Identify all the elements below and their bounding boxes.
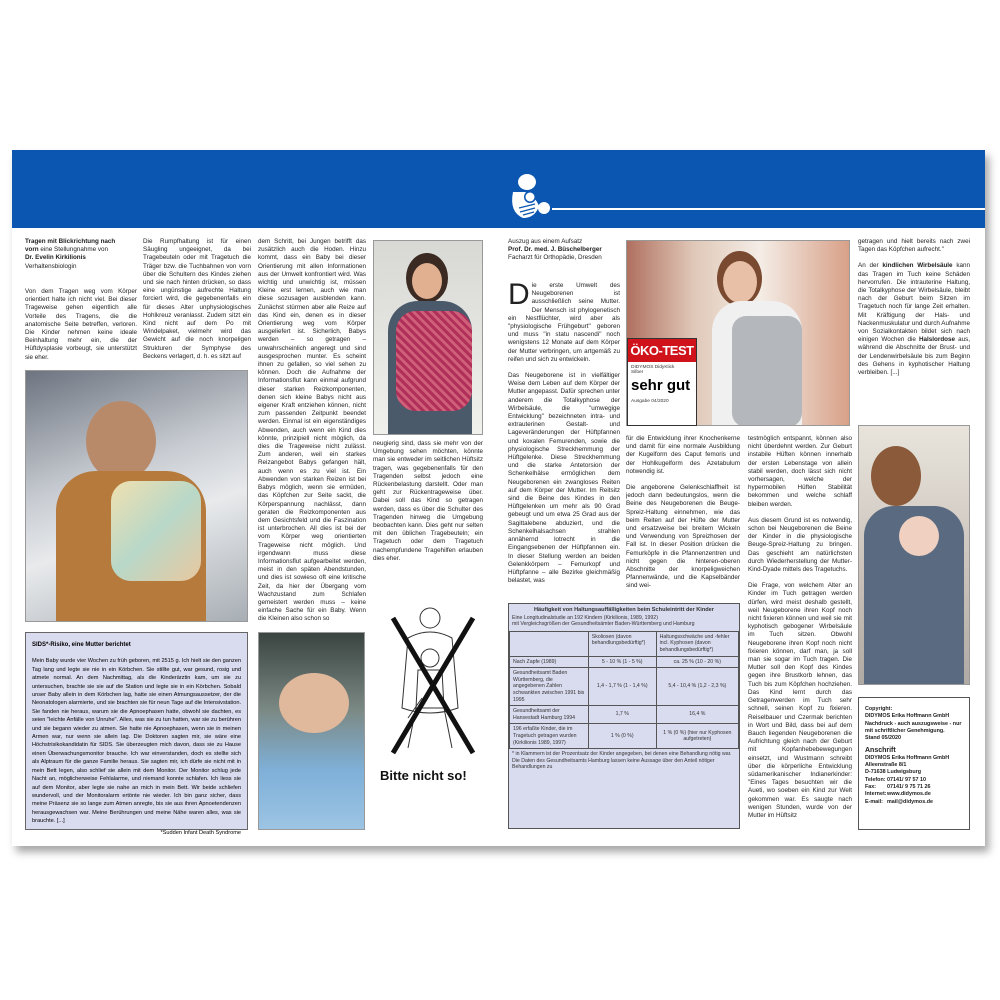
- column-3: [258, 238, 366, 630]
- drop-cap: D: [508, 282, 530, 311]
- table-row: [510, 668, 739, 706]
- text-bold: Halslordose: [918, 336, 956, 344]
- reprint-note: Nachdruck - auch auszugsweise - nur mit schriftlicher Genehmigung.: [865, 720, 962, 734]
- address-street: Alleenstraße 8/1: [865, 762, 907, 769]
- header-cell: [510, 631, 589, 656]
- paragraph: Die Rumpfhaltung ist für einen Säugling ungeeignet, da bei Tragebeuteln oder mit Tragetuch die Träger bzw. die Tuchbahnen von vorn über die Schultern des Kindes ziehen und sie nach hinten drücken, so dass eine ungünstige aufrechte Haltung forciert wird, die gegebenenfalls ein für dieses Alter unphysiologisches Hohlkreuz veranlasst. Zudem sitzt ein Kind nicht auf dem Po mit Windelpaket, vielmehr wird das Gewicht auf die noch knorpeligen Strukturen der Symphyse des Beckens verlagert, d. h. es sitzt auf: [143, 238, 251, 360]
- photo-mother-kissing-baby: [858, 425, 970, 685]
- caption-bitte-nicht-so: Bitte nicht so!: [380, 768, 467, 783]
- table-footnote: * in Klammern ist der Prozentsatz der Kinder angegeben, bei denen eine Behandlung nötig war. Die Daten des Gesundheitsamts Hamburg lassen keine Aussage über den Anteil nötiger Behandlungen zu: [512, 751, 732, 771]
- cell: 16,4 %: [656, 706, 738, 724]
- intro-left: [25, 238, 137, 271]
- oekotest-product: DIDYMOS DidyKlick: [631, 365, 675, 370]
- cell: 1,7 %: [588, 706, 656, 724]
- cell: 5,4 - 10,4 % (1,2 - 2,3 %): [656, 668, 738, 706]
- column-7: [748, 435, 852, 830]
- paragraph: Von dem Tragen weg vom Körper orientiert halte ich nicht viel. Bei dieser Trageweise gehen eigentlich alle Vorteile des Tragens, die die anatomische Seite betreffen, verloren. Die Kinder nehmen keine ideale Beinhaltung mehr ein, die der Hüftdysplasie vorbeugt, sie unterstützt sie eher.: [25, 288, 137, 361]
- address-company: DIDYMOS Erika Hoffmann GmbH: [865, 754, 950, 761]
- paragraph: getragen und hielt bereits nach zwei Tagen das Köpfchen aufrecht.": [858, 238, 970, 254]
- text: An der: [858, 262, 883, 270]
- paragraph: testmöglich entspannt, können also nicht überdehnt werden. Zur Geburt instabile Hüften können innerhalb der ersten Lebenstage von allein stabil werden, doch lässt sich nicht vorhersagen, welche der hypermobilen Hüften Stabilität bekommen und welche schlaff bleiben werden.: [748, 435, 852, 508]
- copyright-label: Copyright:: [865, 706, 893, 712]
- table-row: [510, 706, 739, 724]
- statistics-table: [508, 603, 740, 829]
- table-row: [510, 656, 739, 668]
- column-4: [373, 440, 483, 598]
- date-stand: Stand 05/2020: [865, 735, 901, 742]
- phone: 07141/ 97 57 10: [887, 776, 926, 783]
- paragraph: ie erste Umwelt des Neugeborenen ist ausschließlich seine Mutter. Der Mensch ist phylogenetisch ein Nestflüchter, wird aber als "physiologische Frühgeburt" geboren und muss "in statu nascendi" noch wenigstens 12 Monate auf dem Körper der Mutter verbringen, um artgemäß zu reifen und sich zu entwickeln.: [508, 282, 620, 363]
- oekotest-rating: sehr gut: [631, 377, 691, 394]
- paragraph: Die Frage, von welchem Alter an Kinder im Tuch getragen werden dürfen, wird meist deshalb gestellt, weil Neugeborene ihren Kopf noch nicht fixieren können und weil sie mit kyphotisch gebogener Wirbelsäule im Tuch sitzen. Obwohl Neugeborene ihren Kopf noch nicht fixieren können, darf man, ja soll man sie sogar im Tuch tragen. Die Mutter soll den Kopf des Kindes gegen ihre Brustkorb lehnen, das Tuch bis zum Köpfchen hochziehen. Das Kind lernt durch das Getragenwerden im Tuch sehr schnell, seinen Kopf zu fixieren. Reiselbauer und Czermak berichten in Wort und Bild, dass bei auf dem Bauch liegenden Neugeborenen die Aufrichtung gleich nach der Geburt mit Kopfanhebebewegungen einsetzt, und Wustmann schreibt über die körperliche Entwicklung südamerikanischer Indianerkinder: "Eines Tages besuchten wir die Aueti, wo soeben ein Kind zur Welt gekommen war. Es saugte nach wenigen Stunden, wurde von der Mutter im Hüftsitz: [748, 582, 852, 819]
- cell: 1 % (0 %): [588, 724, 656, 749]
- author-role: Facharzt für Orthopädie, Dresden: [508, 254, 602, 262]
- oekotest-brand: ÖKO-TEST: [628, 339, 696, 362]
- email-link[interactable]: mail@didymos.de: [887, 798, 933, 805]
- mother-child-logo-icon: [505, 172, 545, 220]
- table-title: Häufigkeit von Haltungsauffälligkeiten beim Schuleintritt der Kinder: [534, 607, 714, 613]
- cell: 5 - 10 % (1 - 5 %): [588, 656, 656, 668]
- sids-box: [25, 632, 248, 836]
- sids-footnote: *Sudden Infant Death Syndrome: [160, 829, 241, 836]
- paragraph: neugierig sind, dass sie mehr von der Umgebung sehen möchten, könnte man sie entweder im seitlichen Hüftsitz tragen, was gegebenenfalls für den Tragenden selbst jedoch eine Rückenbelastung darstellt. Oder man geht zur Rückentrageweise über. Dabei soll das Kind so getragen werden, dass es über die Schulter des Tragenden hinweg die Umgebung beobachten kann. Dies geht nur selten mit den üblichen Tragebeuteln; ein Tragetuch oder dem Tragetuch nachempfundene Tragehilfen erlauben dies eher.: [373, 440, 483, 562]
- cell: Gesundheitsamt der Hansestadt Hamburg 1994: [510, 706, 589, 724]
- website-link[interactable]: www.didymos.de: [887, 791, 931, 798]
- paragraph: Aus diesem Grund ist es notwendig, schon bei Neugeborenen die Beine der Kinder in die physiologische Beuge-Spreiz-Haltung zu bringen. Das geschieht am natürlichsten durch Wiederherstellung der Mutter-Kind-Dyade mittels des Tragetuchs.: [748, 516, 852, 574]
- oekotest-badge: [627, 338, 697, 426]
- column-1: [25, 288, 137, 363]
- table-row: [510, 724, 739, 749]
- column-2: [143, 238, 251, 366]
- crossed-out-carrier-drawing: [378, 598, 483, 763]
- photo-woman-sling: [373, 240, 483, 435]
- photo-sleeping-baby: [258, 632, 365, 830]
- cell: Gesundheitsamt Baden Württemberg, die angegebenen Zahlen schwankten zwischen 1991 bis 1995: [510, 668, 589, 706]
- column-5: [508, 282, 620, 600]
- copyright-box: [858, 697, 970, 830]
- cell: ca. 25 % (10 - 20 %): [656, 656, 738, 668]
- sids-text: Mein Baby wurde vier Wochen zu früh geboren, mit 2515 g. Ich hielt sie den ganzen Tag lang und legte sie nie in ein Körbchen. Sie stillte gut, war gesund, rosig und atmete normal. An dem Nachmittag, als die Kinderärztin kam, um sie zu untersuchen, brachte sie sie auf die Station und legte sie in ein Körbchen. Sobald unser Baby allein in dem Körbchen lag, hatte sie einen Atmungsaussetzer, der die Neonatologen alarmierte, und sie brachten sie für neun Tage auf die Intensivstation. Sie fanden nie heraus, warum sie die Apnoephasen hatte, obwohl sie dachten, es seien "leichte Anfälle von Unruhe". Alles, was sie zu tun hatten, war sie zu berühren und sie begann wieder zu atmen. Sie hatte nie Apnoephasen, wenn sie in meinen Armen war, nur wenn sie allein lag. Die Doktoren sagten mir, sie wäre eine Höchstrisikokandidatin für SIDS. Sie überzeugten mich davon, dass sie zu Hause einen Überwachungsmonitor brauche. Ich war einverstanden, doch es stellte sich als Alptraum für die ganze Familie heraus. Sie sagten mir, ich dürfe sie nicht mit in mein Bett legen, also schlief sie allein mit dem Monitor. Der Monitor schlug jede Nacht an, möglicherweise Fehlalarme, und niemand konnte schlafen. Ich liess sie auf dem Monitor, aber legte sie nahe an mich in mein Bett. Wir beide schliefen wundervoll, und der Monitoralarm ertönte nie wieder. Ich bin ganz sicher, dass meine Präsenz sie so lange zum Atmen anregte, bis sie aus ihren Apnoetendenzen herausgewachsen war. Meine Berührungen und meine Nähe waren alles, was sie brauchte. [...]: [32, 658, 241, 825]
- text-bold: kindlichen Wirbelsäule: [882, 262, 953, 270]
- cell: 1 % (0 %) (hier nur Kyphosen aufgetreten): [656, 724, 738, 749]
- table-subtitle: Eine Longitudinalstudie an 192 Kindern (Kirkilionis, 1989, 1992): [512, 614, 658, 621]
- photo-father-carrier: [25, 370, 248, 622]
- band-line: [552, 208, 985, 210]
- cell: Nach Zapfe (1989): [510, 656, 589, 668]
- company: DIDYMOS Erika Hoffmann GmbH: [865, 713, 950, 720]
- author-role: Verhaltensbiologin: [25, 262, 77, 270]
- paragraph: Das Neugeborene ist in vielfältiger Weise dem Leben auf dem Körper der Mutter angepasst. Dafür sprechen unter anderem die Totalkyphose der Wirbelsäule, die "umwegige Entwicklung" bezeichneten intra- und extrauterinen Gestalt- und Lageveränderungen der Hüftpfannen und koxalen Femurenden, sowie die physiologische Streckhemmung der Hüftgelenke. Diese Streckhemmung und die starke Antetorsion der Schenkelhälse ermöglichen dem Neugeborenen ein zwangloses Reiten auf dem Körper der Mutter. Im Reitsitz sind die Beine des Kindes in den Hüftgelenken um mehr als 90 Grad gebeugt und um etwa 25 Grad aus der Sagittalebene abduziert, und die Schenkelhalsachsen strahlen annähernd lotrecht in die Eingangsebenen der Hüftpfannen ein. In dieser Stellung werden an beiden Gelenkkörpern – Femurkopf und Hüftpfanne – alle Bezirke gleichmäßig belastet, was: [508, 372, 620, 585]
- column-6: [626, 435, 740, 600]
- label: Telefon:: [865, 776, 886, 783]
- address-title: Anschrift: [865, 747, 896, 755]
- oekotest-issue: Ausgabe 04/2020: [631, 399, 669, 404]
- sids-title: SIDS*-Risiko, eine Mutter berichtet: [32, 642, 131, 648]
- paragraph: dem Schritt, bei Jungen betrifft das zusätzlich auch die Hoden. Hinzu kommt, dass ein Baby bei dieser Orientierung mit allen Informationen aus der Umwelt konfrontiert wird. Was wichtig und unwichtig ist, müssen Kleine erst lernen, auch wie man diese sozusagen ausblenden kann. Zunächst stürmen aber alle Reize auf das Kind ein, denen es in dieser Orientierung weg vom Körper ausgeliefert ist. Sicherlich, Babys werden – so getragen – unwahrscheinlich angeregt und sind ausgesprochen munter. Es scheint ihnen zu gefallen, so viel sehen zu können. Doch die Aufnahme der Informationsflut kann einmal aufgrund dieser starken Reizkomponenten, denen sich kleine Babys nicht aus eigener Kraft entziehen können, nicht zum passenden Zeitpunkt beendet werden. Einmal ist ein eigenständiges Abwenden, auch wenn ein Kind dies könnte, prinzipiell nicht möglich, da dies die Trageweise nicht zulässt. Zum anderen, weil ein starkes Reizangebot Babys gefangen hält, auch wenn es zu viel ist. Ein Abwenden von starken Reizen ist bei Babys möglich, wenn sie ermüden, das Köpfchen zur Seite sackt, die Körperspannung nachlässt, dann geraten die Reizkomponenten aus dem Gesichtsfeld und die Faszination ist unterbrochen. All dies ist bei der vom Körper weg orientierten Trageweise nicht möglich. Und irgendwann muss diese Informationsflut aufgearbeitet werden, meist in den späten Abendstunden, und dies ist sowieso oft eine kritische Zeit, da hier der Übergang vom Wachzustand zum Schlafen gemeistert werden muss – keine einfache Sache für ein Baby. Wenn die Kleinen also schon so: [258, 238, 366, 623]
- table-subtitle: mit Vergleichsgrößen der Gesundheitsämter Baden-Württemberg und Hamburg: [512, 621, 695, 628]
- article-title: Tragen mit Blickrichtung nach: [25, 238, 116, 245]
- paragraph: für die Entwicklung ihrer Knochenkerne und damit für eine normale Ausbildung der Kugelform des Caput femoris und der Hohlkugelform des Azetabulum notwendig ist.: [626, 435, 740, 475]
- author: Dr. Evelin Kirkilionis: [25, 254, 86, 262]
- label: E-mail:: [865, 798, 883, 805]
- header-cell: Skoliosen (davon behandlungsbedürftig*): [588, 631, 656, 656]
- header-band: [12, 150, 985, 228]
- text: aus, während die Abschnitte der Brust- und der Lendenwirbelsäule bis zum Beginn des Gehens in kyphotischer Haltung verbleiben. [...]: [858, 336, 970, 377]
- excerpt-line: Auszug aus einem Aufsatz: [508, 238, 583, 245]
- text: kann das Tragen im Tuch keine Schäden hervorrufen. Die intrauterine Haltung, die Totalkyphose der Wirbelsäule, bleibt nach der Geburt beim Sitzen im Tragetuch noch für lange Zeit erhalten. Mit Kräftigung der Hals- und Nackenmuskulatur und durch Aufnahme von Sozialkontakten bildet sich nach einigen Wochen die: [858, 262, 970, 344]
- label: Fax:: [865, 783, 877, 790]
- oekotest-variant: Silber: [631, 370, 644, 375]
- article-title-2: vorn: [25, 246, 39, 254]
- paragraph: Die angeborene Gelenkschlaffheit ist jedoch dann bedeutungslos, wenn die Beine des Neugeborenen die Beuge-Spreiz-Haltung einnehmen, wie das beim Reiten auf der Hüfte der Mutter und ersatzweise bei breitem Wickeln und Verwendung von Spreizhosen der Fall ist. In dieser Position drücken die Femurköpfe in die Pfannenzentren und nicht gegen die hinteren-oberen Abschnitte der knorpeligweichen Pfannenwände, und die Kapselbänder sind wei-: [626, 484, 740, 590]
- cell: 1,4 - 1,7 % (1 - 1,4 %): [588, 668, 656, 706]
- label: Internet:: [865, 791, 887, 798]
- header-cell: Haltungsschwäche und -fehler incl. Kyphosen (davon behandlungsbedürftig*): [656, 631, 738, 656]
- fax: 07141/ 9 75 71 26: [887, 783, 931, 790]
- table-header-row: [510, 631, 739, 656]
- cell: 196 erfaßte Kinder, die im Tragetuch getragen wurden (Kirkilionis 1989, 1997): [510, 724, 589, 749]
- address-city: D-71638 Ludwigsburg: [865, 769, 922, 776]
- article-title-rest: eine Stellungnahme von: [38, 246, 108, 254]
- intro-mid: [508, 238, 620, 263]
- column-8: [858, 238, 970, 413]
- author: Prof. Dr. med. J. Büschelberger: [508, 246, 602, 254]
